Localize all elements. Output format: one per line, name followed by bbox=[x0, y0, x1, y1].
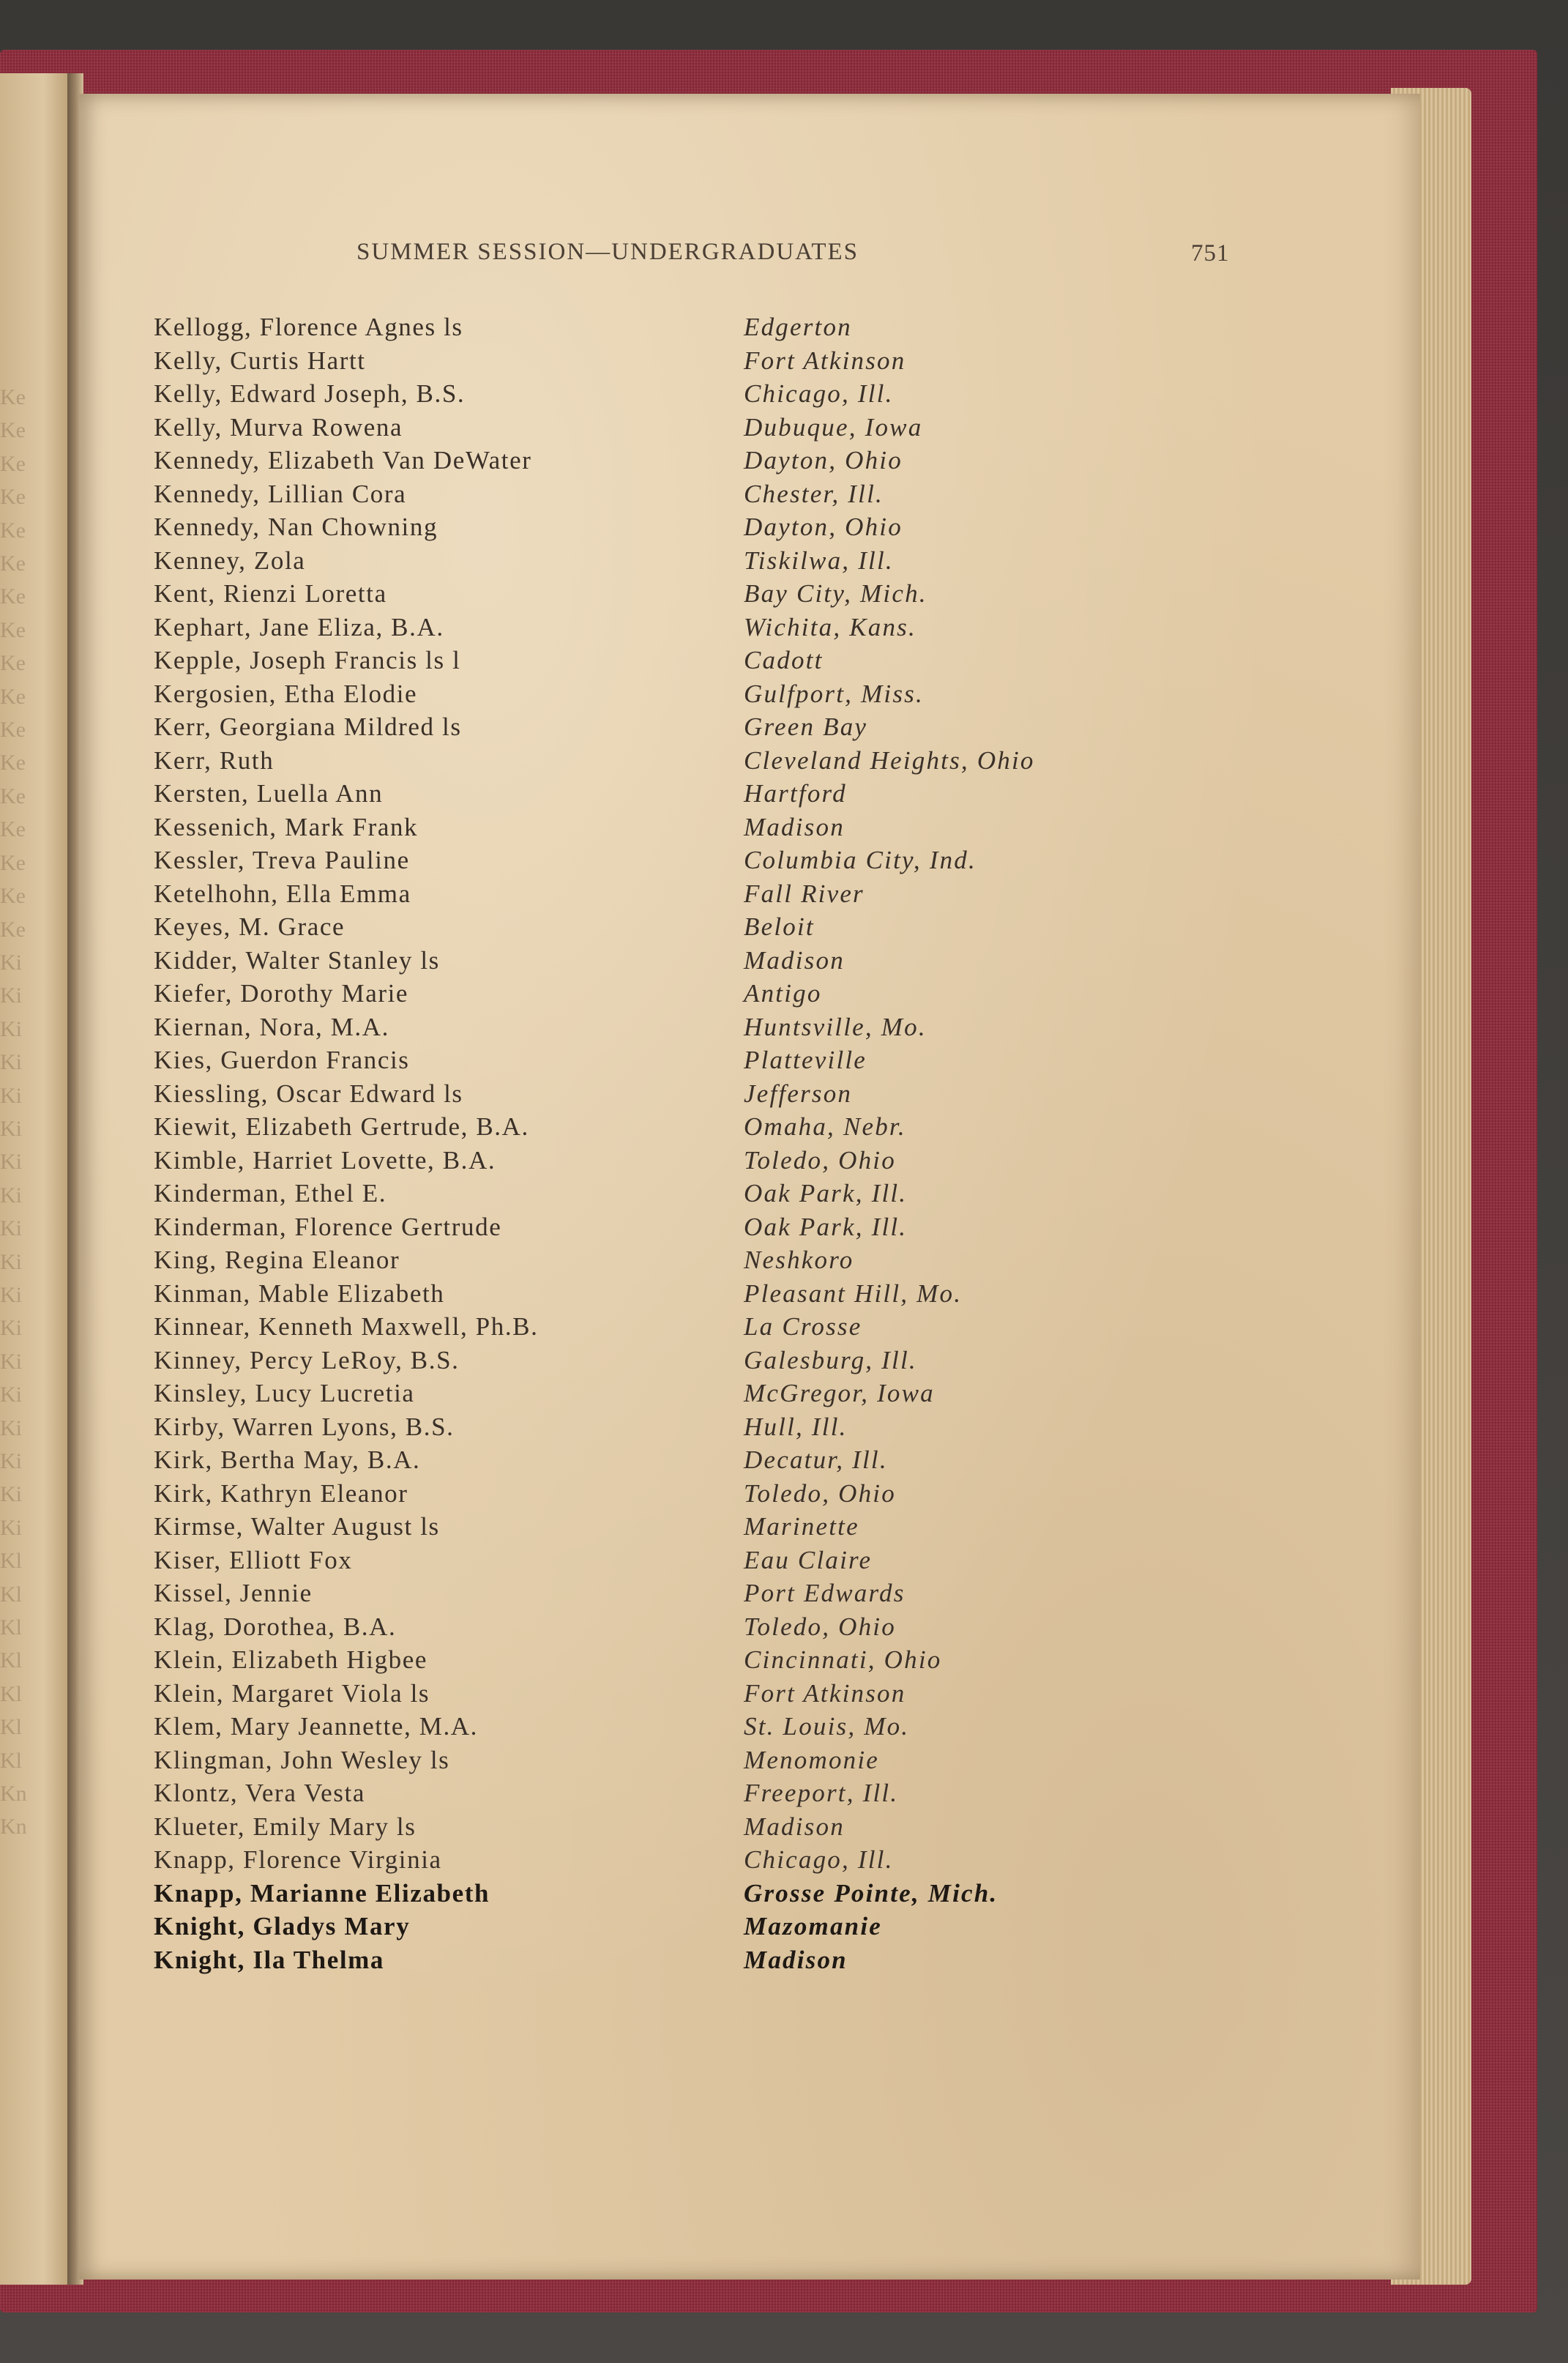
student-name: Klontz, Vera Vesta bbox=[154, 1779, 365, 1807]
student-list bbox=[154, 310, 1179, 1976]
ghost-line: Kl bbox=[0, 1681, 22, 1706]
ghost-line: Ki bbox=[0, 950, 22, 975]
ghost-line: Ki bbox=[0, 1216, 22, 1241]
ghost-line: Ke bbox=[0, 485, 26, 510]
student-entry bbox=[154, 477, 1179, 511]
student-entry bbox=[154, 777, 1179, 811]
student-hometown: Cadott bbox=[744, 646, 824, 674]
student-name: Kennedy, Nan Chowning bbox=[154, 513, 438, 541]
student-name: Kinman, Mable Elizabeth bbox=[154, 1279, 445, 1308]
student-hometown: Columbia City, Ind. bbox=[744, 846, 977, 874]
student-entry bbox=[154, 844, 1179, 877]
student-name: Klag, Dorothea, B.A. bbox=[154, 1612, 397, 1641]
student-entry bbox=[154, 644, 1179, 677]
student-name: Kiessling, Oscar Edward ls bbox=[154, 1079, 463, 1108]
student-entry bbox=[154, 577, 1179, 611]
student-name: Kidder, Walter Stanley ls bbox=[154, 945, 440, 975]
student-name: Kissel, Jennie bbox=[154, 1579, 313, 1607]
student-name: Kessenich, Mark Frank bbox=[154, 812, 419, 841]
student-hometown: Fall River bbox=[744, 879, 865, 908]
student-hometown: Eau Claire bbox=[744, 1545, 873, 1574]
student-name: Klingman, John Wesley ls bbox=[154, 1745, 450, 1774]
ghost-line: Ki bbox=[0, 1282, 22, 1307]
student-name: Kimble, Harriet Lovette, B.A. bbox=[154, 1145, 496, 1175]
student-name: Kent, Rienzi Loretta bbox=[154, 579, 387, 608]
student-entry bbox=[154, 1577, 1179, 1610]
student-entry bbox=[154, 377, 1179, 411]
student-entry bbox=[154, 1810, 1179, 1844]
student-hometown: Fort Atkinson bbox=[744, 1678, 906, 1708]
student-name: Kinderman, Florence Gertrude bbox=[154, 1212, 502, 1241]
ghost-line: Ki bbox=[0, 1515, 22, 1540]
student-hometown: La Crosse bbox=[744, 1312, 862, 1341]
student-hometown: Hull, Ill. bbox=[744, 1412, 848, 1441]
student-entry bbox=[154, 877, 1179, 911]
student-hometown: Chicago, Ill. bbox=[744, 379, 894, 408]
student-name: Kennedy, Elizabeth Van DeWater bbox=[154, 446, 532, 475]
student-entry bbox=[154, 977, 1179, 1011]
student-hometown: Tiskilwa, Ill. bbox=[744, 546, 894, 575]
student-name: Kiefer, Dorothy Marie bbox=[154, 979, 409, 1008]
student-hometown: Chicago, Ill. bbox=[744, 1845, 894, 1874]
student-hometown: Oak Park, Ill. bbox=[744, 1212, 908, 1241]
student-name: Kerr, Ruth bbox=[154, 745, 275, 775]
student-hometown: Dayton, Ohio bbox=[744, 446, 903, 475]
student-entry bbox=[154, 1210, 1179, 1244]
student-entry bbox=[154, 1544, 1179, 1577]
student-name: Kirk, Bertha May, B.A. bbox=[154, 1445, 421, 1474]
student-entry bbox=[154, 1377, 1179, 1410]
ghost-line: Ke bbox=[0, 451, 26, 476]
student-hometown: Toledo, Ohio bbox=[744, 1612, 896, 1641]
ghost-line: Ki bbox=[0, 1482, 22, 1507]
student-name: Kirk, Kathryn Eleanor bbox=[154, 1478, 408, 1508]
student-entry bbox=[154, 744, 1179, 778]
ghost-line: Ki bbox=[0, 1083, 22, 1108]
student-entry bbox=[154, 1011, 1179, 1044]
ghost-line: Kl bbox=[0, 1715, 22, 1740]
student-name: Kergosien, Etha Elodie bbox=[154, 679, 418, 708]
ghost-line: Ki bbox=[0, 1150, 22, 1175]
ghost-line: Ki bbox=[0, 1183, 22, 1207]
student-entry bbox=[154, 1877, 1179, 1910]
ghost-line: Kn bbox=[0, 1782, 27, 1806]
ghost-line: Ke bbox=[0, 917, 26, 942]
ghost-line: Ke bbox=[0, 817, 26, 842]
student-entry bbox=[154, 1843, 1179, 1877]
ghost-line: Kl bbox=[0, 1549, 22, 1574]
student-name: Kessler, Treva Pauline bbox=[154, 846, 410, 874]
student-entry bbox=[154, 544, 1179, 578]
student-hometown: Dayton, Ohio bbox=[744, 513, 903, 541]
ghost-line: Ke bbox=[0, 751, 26, 775]
ghost-line: Ki bbox=[0, 1316, 22, 1341]
student-hometown: Toledo, Ohio bbox=[744, 1478, 896, 1508]
ghost-line: Kl bbox=[0, 1582, 22, 1607]
ghost-line: Kl bbox=[0, 1748, 22, 1773]
student-hometown: St. Louis, Mo. bbox=[744, 1712, 910, 1741]
student-hometown: Freeport, Ill. bbox=[744, 1779, 899, 1807]
student-entry bbox=[154, 811, 1179, 844]
ghost-line: Ki bbox=[0, 1349, 22, 1374]
student-entry bbox=[154, 1744, 1179, 1777]
student-name: Kiser, Elliott Fox bbox=[154, 1545, 353, 1574]
student-hometown: McGregor, Iowa bbox=[744, 1379, 935, 1407]
student-hometown: Madison bbox=[744, 1812, 845, 1841]
facing-page-edge bbox=[0, 73, 73, 2285]
student-entry bbox=[154, 1043, 1179, 1077]
student-hometown: Huntsville, Mo. bbox=[744, 1012, 927, 1041]
ghost-line: Ki bbox=[0, 983, 22, 1008]
student-name: Keyes, M. Grace bbox=[154, 912, 346, 941]
student-entry bbox=[154, 1610, 1179, 1644]
student-name: Kies, Guerdon Francis bbox=[154, 1046, 410, 1074]
ghost-line: Kl bbox=[0, 1648, 22, 1673]
student-entry bbox=[154, 1776, 1179, 1810]
student-name: Klein, Margaret Viola ls bbox=[154, 1678, 430, 1708]
student-name: Kellogg, Florence Agnes ls bbox=[154, 313, 463, 341]
ghost-line: Ki bbox=[0, 1050, 22, 1075]
student-entry bbox=[154, 1077, 1179, 1111]
student-hometown: Cincinnati, Ohio bbox=[744, 1645, 942, 1674]
student-entry bbox=[154, 444, 1179, 477]
student-hometown: Port Edwards bbox=[744, 1579, 906, 1607]
student-hometown: Edgerton bbox=[744, 313, 852, 341]
ghost-line: Ke bbox=[0, 718, 26, 743]
student-hometown: Gulfport, Miss. bbox=[744, 679, 924, 708]
student-name: Kiernan, Nora, M.A. bbox=[154, 1012, 389, 1041]
student-hometown: Madison bbox=[744, 945, 845, 975]
student-entry bbox=[154, 910, 1179, 944]
student-entry bbox=[154, 1710, 1179, 1744]
student-hometown: Pleasant Hill, Mo. bbox=[744, 1279, 963, 1308]
student-entry bbox=[154, 944, 1179, 978]
student-name: Knight, Ila Thelma bbox=[154, 1945, 385, 1974]
student-name: Kiewit, Elizabeth Gertrude, B.A. bbox=[154, 1112, 529, 1141]
student-hometown: Dubuque, Iowa bbox=[744, 412, 923, 442]
student-entry bbox=[154, 1277, 1179, 1311]
student-name: Klueter, Emily Mary ls bbox=[154, 1812, 417, 1841]
student-name: Knapp, Florence Virginia bbox=[154, 1845, 442, 1874]
student-hometown: Grosse Pointe, Mich. bbox=[744, 1878, 998, 1908]
student-entry bbox=[154, 1110, 1179, 1144]
student-entry bbox=[154, 1410, 1179, 1444]
student-name: Klem, Mary Jeannette, M.A. bbox=[154, 1712, 479, 1741]
student-hometown: Beloit bbox=[744, 912, 815, 941]
student-entry bbox=[154, 1177, 1179, 1210]
student-name: King, Regina Eleanor bbox=[154, 1246, 400, 1274]
student-hometown: Fort Atkinson bbox=[744, 346, 906, 375]
ghost-line: Kn bbox=[0, 1815, 27, 1839]
student-entry bbox=[154, 677, 1179, 711]
student-entry bbox=[154, 1677, 1179, 1711]
student-hometown: Menomonie bbox=[744, 1745, 880, 1774]
student-entry bbox=[154, 1344, 1179, 1377]
student-name: Kenney, Zola bbox=[154, 546, 306, 575]
student-entry bbox=[154, 310, 1179, 344]
student-hometown: Green Bay bbox=[744, 712, 868, 741]
student-entry bbox=[154, 611, 1179, 644]
ghost-line: Ke bbox=[0, 551, 26, 576]
ghost-line: Kl bbox=[0, 1615, 22, 1640]
student-name: Kennedy, Lillian Cora bbox=[154, 479, 407, 508]
student-hometown: Hartford bbox=[744, 779, 847, 808]
student-hometown: Jefferson bbox=[744, 1079, 853, 1108]
student-hometown: Wichita, Kans. bbox=[744, 612, 916, 641]
ghost-line: Ke bbox=[0, 850, 26, 875]
student-name: Ketelhohn, Ella Emma bbox=[154, 879, 411, 908]
ghost-line: Ke bbox=[0, 884, 26, 909]
student-name: Kepple, Joseph Francis ls l bbox=[154, 646, 461, 674]
ghost-line: Ke bbox=[0, 784, 26, 808]
ghost-line: Ki bbox=[0, 1449, 22, 1473]
student-hometown: Platteville bbox=[744, 1046, 867, 1074]
student-name: Kelly, Edward Joseph, B.S. bbox=[154, 379, 466, 408]
ghost-line: Ki bbox=[0, 1415, 22, 1440]
ghost-line: Ki bbox=[0, 1383, 22, 1407]
ghost-line: Ki bbox=[0, 1116, 22, 1141]
student-name: Knapp, Marianne Elizabeth bbox=[154, 1878, 490, 1908]
student-name: Kephart, Jane Eliza, B.A. bbox=[154, 612, 444, 641]
ghost-line: Ke bbox=[0, 617, 26, 642]
running-head-title: SUMMER SESSION—UNDERGRADUATES bbox=[356, 239, 859, 265]
student-hometown: Antigo bbox=[744, 979, 822, 1008]
student-hometown: Marinette bbox=[744, 1512, 859, 1541]
student-entry bbox=[154, 1443, 1179, 1477]
ghost-line: Ki bbox=[0, 1016, 22, 1041]
student-hometown: Neshkoro bbox=[744, 1246, 854, 1274]
student-hometown: Oak Park, Ill. bbox=[744, 1179, 908, 1207]
student-hometown: Mazomanie bbox=[744, 1912, 882, 1940]
student-entry bbox=[154, 1510, 1179, 1544]
student-name: Knight, Gladys Mary bbox=[154, 1912, 411, 1940]
student-hometown: Madison bbox=[744, 812, 845, 841]
student-name: Kersten, Luella Ann bbox=[154, 779, 384, 808]
page-number: 751 bbox=[1191, 240, 1230, 267]
student-hometown: Galesburg, Ill. bbox=[744, 1345, 917, 1374]
student-entry bbox=[154, 1910, 1179, 1943]
student-name: Klein, Elizabeth Higbee bbox=[154, 1645, 428, 1674]
student-entry bbox=[154, 1477, 1179, 1511]
student-hometown: Chester, Ill. bbox=[744, 479, 884, 508]
student-entry bbox=[154, 710, 1179, 744]
facing-page-bleed-text bbox=[0, 381, 73, 1844]
student-entry bbox=[154, 1310, 1179, 1344]
student-hometown: Madison bbox=[744, 1945, 848, 1974]
student-entry bbox=[154, 510, 1179, 544]
student-name: Kinderman, Ethel E. bbox=[154, 1179, 387, 1207]
student-name: Kelly, Curtis Hartt bbox=[154, 346, 366, 375]
student-hometown: Toledo, Ohio bbox=[744, 1145, 896, 1175]
student-name: Kinnear, Kenneth Maxwell, Ph.B. bbox=[154, 1312, 539, 1341]
student-name: Kirmse, Walter August ls bbox=[154, 1512, 440, 1541]
student-name: Kinney, Percy LeRoy, B.S. bbox=[154, 1345, 460, 1374]
student-entry bbox=[154, 1144, 1179, 1177]
ghost-line: Ke bbox=[0, 385, 26, 409]
ghost-line: Ke bbox=[0, 418, 26, 443]
student-entry bbox=[154, 344, 1179, 378]
student-name: Kinsley, Lucy Lucretia bbox=[154, 1379, 415, 1407]
ghost-line: Ke bbox=[0, 651, 26, 676]
student-hometown: Cleveland Heights, Ohio bbox=[744, 745, 1035, 775]
student-name: Kerr, Georgiana Mildred ls bbox=[154, 712, 462, 741]
student-entry bbox=[154, 1943, 1179, 1977]
student-entry bbox=[154, 411, 1179, 444]
student-entry bbox=[154, 1643, 1179, 1677]
student-name: Kirby, Warren Lyons, B.S. bbox=[154, 1412, 455, 1441]
student-name: Kelly, Murva Rowena bbox=[154, 412, 403, 442]
ghost-line: Ke bbox=[0, 684, 26, 709]
student-hometown: Decatur, Ill. bbox=[744, 1445, 888, 1474]
student-hometown: Omaha, Nebr. bbox=[744, 1112, 906, 1141]
ghost-line: Ki bbox=[0, 1249, 22, 1274]
student-entry bbox=[154, 1243, 1179, 1277]
ghost-line: Ke bbox=[0, 518, 26, 543]
student-hometown: Bay City, Mich. bbox=[744, 579, 927, 608]
ghost-line: Ke bbox=[0, 584, 26, 609]
